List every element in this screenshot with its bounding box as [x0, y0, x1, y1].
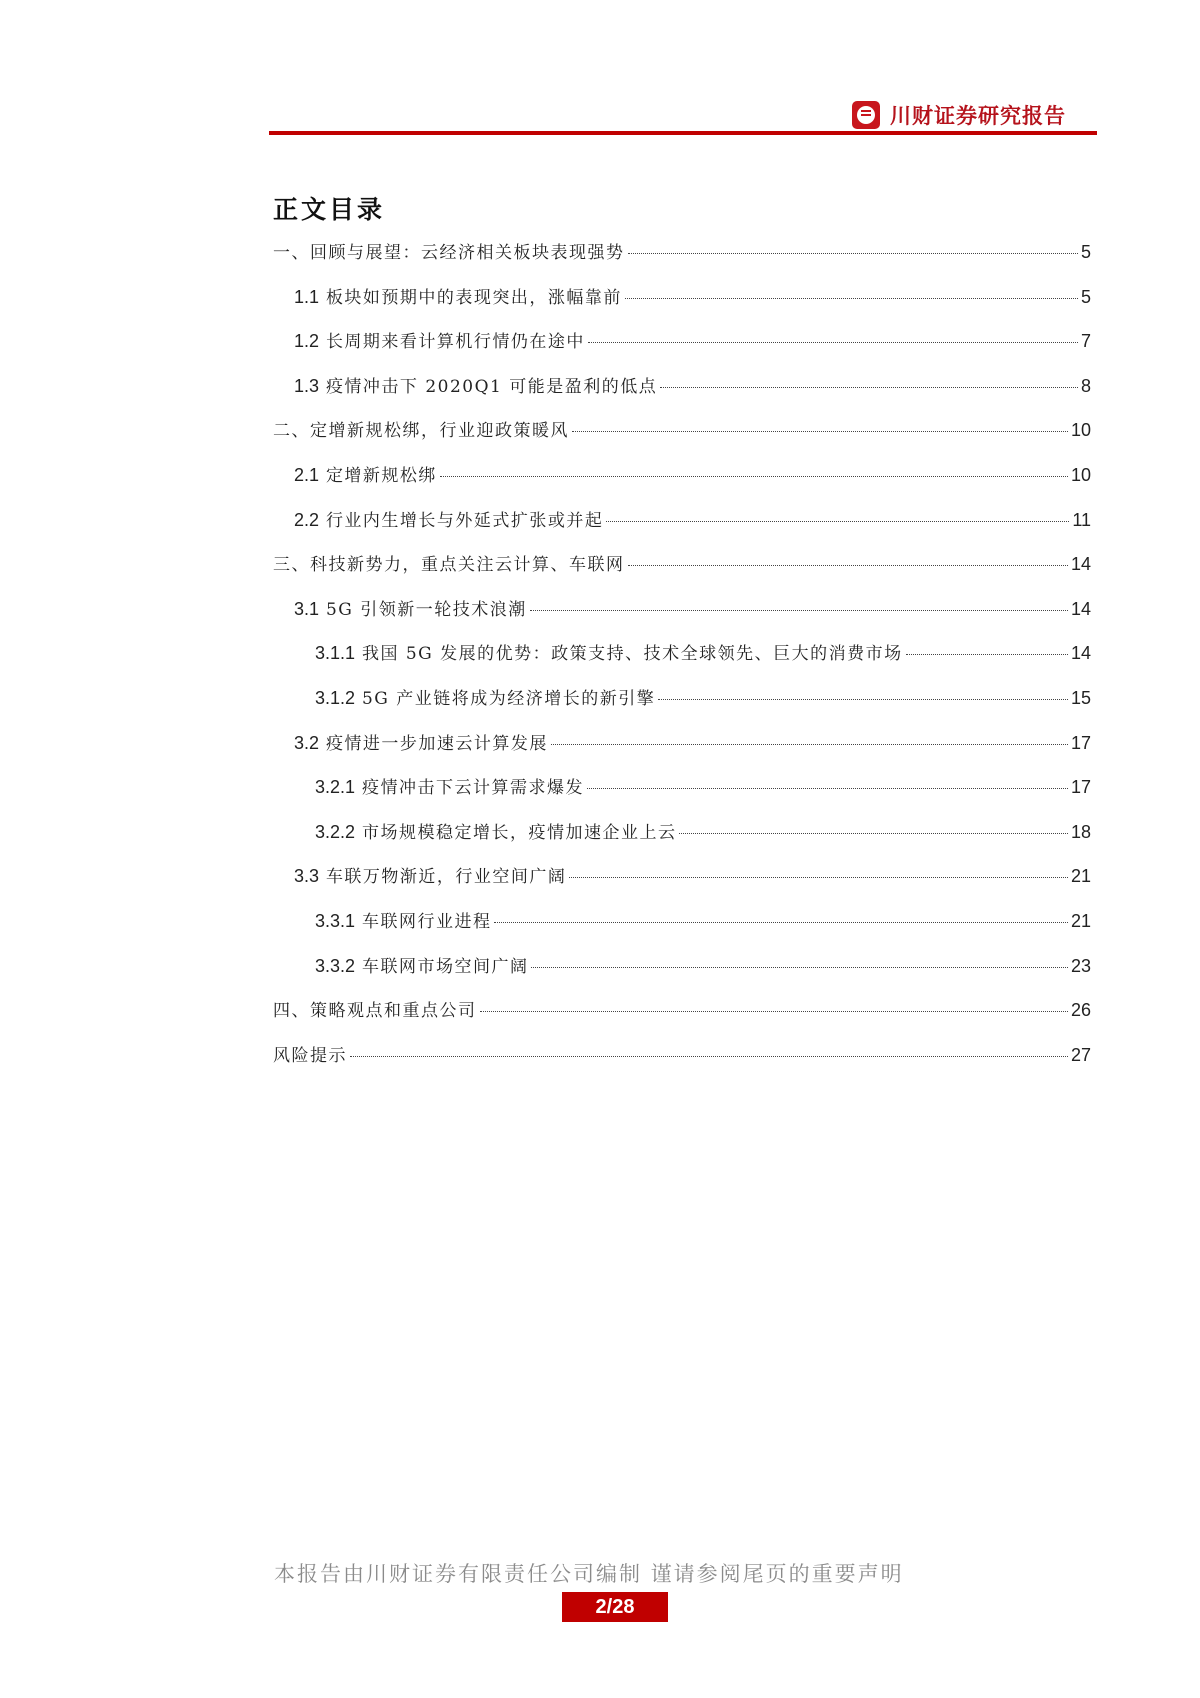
dot-leader	[660, 387, 1078, 388]
toc-entry-text: 市场规模稳定增长，疫情加速企业上云	[361, 822, 677, 843]
toc-entry-label	[315, 907, 491, 932]
toc-entry-number: 3.3.1	[315, 910, 356, 931]
toc-entry-text: 三、科技新势力，重点关注云计算、车联网	[273, 555, 625, 576]
toc-page-number: 17	[1070, 732, 1091, 753]
toc-entry-text: 长周期来看计算机行情仍在途中	[325, 332, 585, 353]
toc-entry-label	[294, 461, 437, 486]
toc-entry-number: 2.2	[294, 509, 320, 530]
toc-page-number: 17	[1070, 777, 1091, 798]
toc-entry[interactable]	[273, 639, 1091, 684]
toc-page-number: 5	[1080, 242, 1091, 262]
toc-entry-text: 行业内生增长与外延式扩张或并起	[325, 510, 604, 531]
toc-entry-number: 3.2.2	[315, 821, 356, 842]
dot-leader	[658, 699, 1068, 700]
toc-entry-label	[273, 416, 569, 441]
toc-entry-label	[294, 729, 548, 754]
dot-leader	[569, 877, 1068, 878]
toc-entry-label	[315, 639, 903, 664]
toc-entry-number: 1.1	[294, 286, 320, 307]
toc-page-number: 8	[1080, 375, 1091, 396]
footer-disclaimer: 本报告由川财证券有限责任公司编制 谨请参阅尾页的重要声明	[274, 1562, 904, 1586]
toc-entry-number: 3.2	[294, 732, 320, 753]
toc-entry[interactable]	[273, 238, 1091, 283]
chuancai-logo-icon	[852, 101, 880, 129]
toc-page-number: 21	[1070, 910, 1091, 931]
dot-leader	[628, 253, 1078, 254]
toc-entry-number: 1.3	[294, 375, 320, 396]
page-indicator: 2/28	[562, 1592, 668, 1622]
toc-entry-label	[294, 327, 585, 352]
toc-title: 正文目录	[273, 195, 386, 224]
dot-leader	[606, 521, 1069, 522]
toc-page-number: 21	[1070, 866, 1091, 887]
toc-entry[interactable]	[273, 506, 1091, 551]
toc-page-number: 5	[1080, 286, 1091, 307]
toc-entry[interactable]	[273, 595, 1091, 640]
toc-entry-label	[273, 238, 625, 263]
toc-entry-text: 疫情冲击下云计算需求爆发	[361, 778, 584, 799]
toc-entry-number: 3.1.2	[315, 687, 356, 708]
toc-page-number: 23	[1070, 955, 1091, 976]
toc-entry[interactable]	[273, 550, 1091, 595]
toc-entry-label	[315, 818, 676, 843]
header-divider	[269, 131, 1097, 135]
toc-entry[interactable]	[273, 283, 1091, 328]
toc-entry[interactable]	[273, 729, 1091, 774]
toc-entry[interactable]	[273, 372, 1091, 417]
dot-leader	[480, 1011, 1068, 1012]
toc-entry-number: 3.2.1	[315, 777, 356, 798]
dot-leader	[551, 744, 1068, 745]
dot-leader	[588, 342, 1078, 343]
dot-leader	[494, 922, 1068, 923]
toc-entry-number: 3.1	[294, 598, 320, 619]
toc-page-number: 26	[1070, 1000, 1091, 1021]
dot-leader	[530, 610, 1068, 611]
toc-entry-text: 5G 产业链将成为经济增长的新引擎	[361, 688, 656, 709]
toc-page-number: 15	[1070, 687, 1091, 708]
toc-entry-label	[273, 1041, 347, 1066]
toc-page-number: 18	[1070, 821, 1091, 842]
dot-leader	[628, 565, 1068, 566]
dot-leader	[531, 967, 1068, 968]
toc-entry-label	[294, 283, 622, 308]
toc-entry-label	[294, 595, 527, 620]
toc-entry-label	[273, 996, 477, 1021]
toc-entry-text: 疫情冲击下 2020Q1 可能是盈利的低点	[325, 376, 658, 397]
toc-entry-label	[315, 773, 584, 798]
toc-entry-text: 一、回顾与展望：云经济相关板块表现强势	[273, 243, 625, 263]
toc-entry-number: 1.2	[294, 331, 320, 352]
toc-entry[interactable]	[273, 952, 1091, 997]
table-of-contents	[273, 238, 1091, 1085]
toc-entry[interactable]	[273, 862, 1091, 907]
toc-entry-text: 风险提示	[273, 1045, 347, 1066]
toc-entry-label	[294, 862, 566, 887]
toc-entry-text: 板块如预期中的表现突出，涨幅靠前	[325, 287, 622, 308]
toc-page-number: 10	[1070, 464, 1091, 485]
toc-entry[interactable]	[273, 1041, 1091, 1086]
dot-leader	[625, 298, 1078, 299]
toc-entry-text: 二、定增新规松绑，行业迎政策暖风	[273, 421, 569, 442]
toc-entry-label	[315, 684, 655, 709]
toc-entry-label	[315, 952, 528, 977]
toc-entry-text: 我国 5G 发展的优势：政策支持、技术全球领先、巨大的消费市场	[361, 644, 903, 665]
toc-entry-number: 3.1.1	[315, 643, 356, 664]
toc-entry[interactable]	[273, 416, 1091, 461]
toc-entry-number: 2.1	[294, 464, 320, 485]
toc-entry-text: 车联网市场空间广阔	[361, 956, 529, 977]
toc-entry-label	[273, 550, 625, 575]
toc-entry-text: 车联万物渐近，行业空间广阔	[325, 867, 567, 888]
toc-entry-text: 5G 引领新一轮技术浪潮	[325, 599, 527, 620]
toc-page-number: 7	[1080, 331, 1091, 352]
toc-entry-label	[294, 372, 657, 397]
toc-entry[interactable]	[273, 818, 1091, 863]
toc-page-number: 10	[1070, 420, 1091, 441]
toc-entry-text: 车联网行业进程	[361, 911, 492, 932]
toc-entry-number: 3.3	[294, 866, 320, 887]
toc-page-number: 14	[1070, 554, 1091, 575]
dot-leader	[679, 833, 1068, 834]
dot-leader	[350, 1056, 1068, 1057]
toc-entry-text: 疫情进一步加速云计算发展	[325, 733, 548, 754]
toc-entry[interactable]	[273, 996, 1091, 1041]
toc-entry-text: 定增新规松绑	[325, 465, 437, 486]
toc-page-number: 14	[1070, 643, 1091, 664]
dot-leader	[572, 431, 1068, 432]
toc-entry-text: 四、策略观点和重点公司	[273, 1001, 477, 1022]
toc-entry[interactable]	[273, 773, 1091, 818]
dot-leader	[587, 788, 1068, 789]
toc-page-number: 14	[1070, 598, 1091, 619]
toc-entry[interactable]	[273, 461, 1091, 506]
toc-page-number: 11	[1072, 509, 1091, 530]
toc-page-number: 27	[1070, 1044, 1091, 1065]
header-brand	[852, 100, 1066, 130]
toc-entry-label	[294, 506, 603, 531]
brand-name: 川财证券研究报告	[890, 103, 1066, 128]
toc-entry[interactable]	[273, 907, 1091, 952]
toc-entry-number: 3.3.2	[315, 955, 356, 976]
dot-leader	[906, 654, 1068, 655]
dot-leader	[440, 476, 1068, 477]
toc-entry[interactable]	[273, 684, 1091, 729]
toc-entry[interactable]	[273, 327, 1091, 372]
